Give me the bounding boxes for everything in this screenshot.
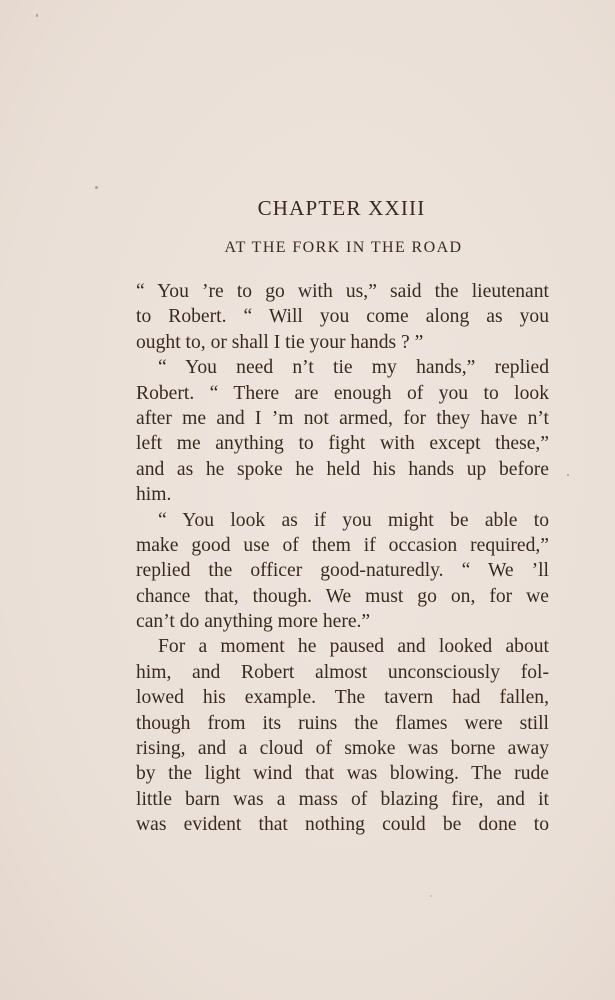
- chapter-title: CHAPTER XXIII: [257, 196, 426, 220]
- text-line: and as he spoke he held his hands up before: [136, 458, 549, 480]
- text-line: lowed his example. The tavern had fallen,: [136, 687, 549, 709]
- chapter-body-text: [136, 279, 549, 838]
- text-line: “ You need n’t tie my hands,” replied: [158, 357, 549, 379]
- text-line: left me anything to fight with except these,”: [136, 433, 549, 455]
- text-line: For a moment he paused and looked about: [158, 636, 549, 658]
- text-line: “ You ’re to go with us,” said the lieutenant: [136, 281, 549, 302]
- paper-speck: [567, 474, 569, 476]
- text-line: was evident that nothing could be done to: [136, 814, 549, 836]
- text-line: him, and Robert almost unconsciously fol-: [136, 661, 549, 683]
- text-line: replied the officer good-naturedly. “ We ’ll: [136, 560, 549, 582]
- paper-speck: [430, 895, 432, 897]
- text-line: chance that, though. We must go on, for we: [136, 585, 549, 607]
- text-line: Robert. “ There are enough of you to look: [136, 382, 549, 404]
- text-line: him.: [136, 484, 172, 506]
- text-line: ought to, or shall I tie your hands ? ”: [136, 331, 424, 353]
- text-line: little barn was a mass of blazing fire, and it: [136, 788, 549, 810]
- text-line: make good use of them if occasion required,”: [136, 534, 549, 556]
- text-line: “ You look as if you might be able to: [158, 509, 549, 531]
- chapter-subtitle: AT THE FORK IN THE ROAD: [224, 239, 463, 256]
- text-line: by the light wind that was blowing. The rude: [136, 763, 549, 785]
- text-line: can’t do anything more here.”: [136, 611, 371, 633]
- text-line: rising, and a cloud of smoke was borne away: [136, 738, 549, 760]
- text-line: after me and I ’m not armed, for they have n’t: [136, 407, 549, 429]
- text-line: though from its ruins the flames were still: [136, 712, 549, 734]
- paper-speck: [95, 186, 98, 189]
- paper-speck: [36, 14, 38, 17]
- text-line: to Robert. “ Will you come along as you: [136, 306, 549, 328]
